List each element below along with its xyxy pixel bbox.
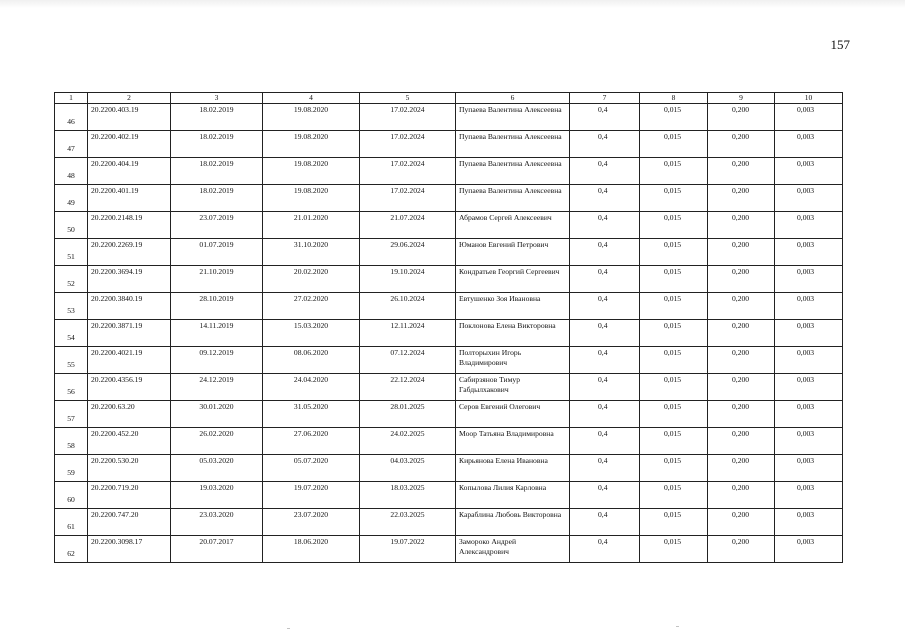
date-cell: 23.07.2019 — [171, 212, 263, 239]
row-number-cell: 54 — [55, 320, 88, 347]
value-cell: 0,015 — [640, 185, 708, 212]
value-cell: 0,015 — [640, 374, 708, 401]
date-cell: 18.02.2019 — [171, 185, 263, 212]
value-cell: 0,015 — [640, 158, 708, 185]
date-cell: 21.10.2019 — [171, 266, 263, 293]
value-cell: 0,003 — [775, 455, 843, 482]
date-cell: 12.11.2024 — [360, 320, 456, 347]
value-cell: 0,4 — [570, 347, 640, 374]
date-cell: 17.02.2024 — [360, 104, 456, 131]
date-cell: 20.02.2020 — [263, 266, 360, 293]
row-number-cell: 61 — [55, 509, 88, 536]
date-cell: 27.06.2020 — [263, 428, 360, 455]
column-header: 4 — [263, 93, 360, 104]
value-cell: 0,4 — [570, 104, 640, 131]
scan-speck — [676, 626, 679, 627]
value-cell: 0,4 — [570, 212, 640, 239]
value-cell: 0,015 — [640, 509, 708, 536]
value-cell: 0,4 — [570, 428, 640, 455]
date-cell: 24.04.2020 — [263, 374, 360, 401]
scan-speck — [287, 628, 290, 629]
registration-number-cell: 20.2200.3840.19 — [88, 293, 171, 320]
date-cell: 04.03.2025 — [360, 455, 456, 482]
value-cell: 0,200 — [708, 536, 775, 563]
date-cell: 09.12.2019 — [171, 347, 263, 374]
column-header: 8 — [640, 93, 708, 104]
table-row — [55, 158, 843, 185]
owner-name-cell: Поклонова Елена Викторовна — [456, 320, 570, 347]
column-header: 6 — [456, 93, 570, 104]
row-number-cell: 48 — [55, 158, 88, 185]
value-cell: 0,4 — [570, 401, 640, 428]
date-cell: 26.10.2024 — [360, 293, 456, 320]
value-cell: 0,200 — [708, 401, 775, 428]
table-row — [55, 266, 843, 293]
value-cell: 0,003 — [775, 374, 843, 401]
date-cell: 17.02.2024 — [360, 158, 456, 185]
owner-name-cell: Караблина Любовь Викторовна — [456, 509, 570, 536]
owner-name-cell: Серов Евгений Олегович — [456, 401, 570, 428]
value-cell: 0,4 — [570, 293, 640, 320]
owner-name-cell: Пупаева Валентина Алексеевна — [456, 185, 570, 212]
table-row — [55, 293, 843, 320]
date-cell: 05.07.2020 — [263, 455, 360, 482]
value-cell: 0,200 — [708, 266, 775, 293]
date-cell: 24.02.2025 — [360, 428, 456, 455]
value-cell: 0,003 — [775, 509, 843, 536]
value-cell: 0,015 — [640, 266, 708, 293]
column-header: 5 — [360, 93, 456, 104]
value-cell: 0,4 — [570, 455, 640, 482]
owner-name-cell: Замороко Андрей Александрович — [456, 536, 570, 563]
row-number-cell: 50 — [55, 212, 88, 239]
column-header: 2 — [88, 93, 171, 104]
date-cell: 17.02.2024 — [360, 185, 456, 212]
value-cell: 0,015 — [640, 455, 708, 482]
date-cell: 19.08.2020 — [263, 158, 360, 185]
registration-number-cell: 20.2200.403.19 — [88, 104, 171, 131]
column-header: 1 — [55, 93, 88, 104]
value-cell: 0,015 — [640, 536, 708, 563]
table-row — [55, 347, 843, 374]
date-cell: 31.05.2020 — [263, 401, 360, 428]
registration-number-cell: 20.2200.3098.17 — [88, 536, 171, 563]
value-cell: 0,4 — [570, 536, 640, 563]
value-cell: 0,003 — [775, 266, 843, 293]
value-cell: 0,200 — [708, 185, 775, 212]
registration-number-cell: 20.2200.401.19 — [88, 185, 171, 212]
row-number-cell: 47 — [55, 131, 88, 158]
registration-number-cell: 20.2200.404.19 — [88, 158, 171, 185]
value-cell: 0,003 — [775, 104, 843, 131]
value-cell: 0,015 — [640, 401, 708, 428]
date-cell: 18.02.2019 — [171, 104, 263, 131]
value-cell: 0,200 — [708, 131, 775, 158]
table-row — [55, 104, 843, 131]
date-cell: 19.08.2020 — [263, 185, 360, 212]
table-row — [55, 428, 843, 455]
owner-name-cell: Копылова Лилия Карловна — [456, 482, 570, 509]
row-number-cell: 52 — [55, 266, 88, 293]
column-header: 3 — [171, 93, 263, 104]
row-number-cell: 56 — [55, 374, 88, 401]
date-cell: 17.02.2024 — [360, 131, 456, 158]
date-cell: 28.10.2019 — [171, 293, 263, 320]
value-cell: 0,003 — [775, 428, 843, 455]
value-cell: 0,015 — [640, 239, 708, 266]
registration-number-cell: 20.2200.3871.19 — [88, 320, 171, 347]
row-number-cell: 55 — [55, 347, 88, 374]
date-cell: 07.12.2024 — [360, 347, 456, 374]
table-row — [55, 536, 843, 563]
registration-number-cell: 20.2200.402.19 — [88, 131, 171, 158]
date-cell: 31.10.2020 — [263, 239, 360, 266]
value-cell: 0,015 — [640, 347, 708, 374]
value-cell: 0,200 — [708, 374, 775, 401]
owner-name-cell: Сабирзянов Тимур Габдылхакович — [456, 374, 570, 401]
value-cell: 0,015 — [640, 482, 708, 509]
owner-name-cell: Юманов Евгений Петрович — [456, 239, 570, 266]
date-cell: 30.01.2020 — [171, 401, 263, 428]
registration-number-cell: 20.2200.719.20 — [88, 482, 171, 509]
value-cell: 0,015 — [640, 212, 708, 239]
value-cell: 0,200 — [708, 320, 775, 347]
row-number-cell: 57 — [55, 401, 88, 428]
value-cell: 0,200 — [708, 239, 775, 266]
registration-number-cell: 20.2200.747.20 — [88, 509, 171, 536]
date-cell: 23.03.2020 — [171, 509, 263, 536]
owner-name-cell: Кирьянова Елена Ивановна — [456, 455, 570, 482]
date-cell: 18.06.2020 — [263, 536, 360, 563]
value-cell: 0,4 — [570, 239, 640, 266]
row-number-cell: 49 — [55, 185, 88, 212]
column-header: 9 — [708, 93, 775, 104]
column-header: 10 — [775, 93, 843, 104]
value-cell: 0,200 — [708, 509, 775, 536]
date-cell: 08.06.2020 — [263, 347, 360, 374]
value-cell: 0,200 — [708, 212, 775, 239]
date-cell: 19.03.2020 — [171, 482, 263, 509]
owner-name-cell: Абрамов Сергей Алексеевич — [456, 212, 570, 239]
row-number-cell: 53 — [55, 293, 88, 320]
value-cell: 0,200 — [708, 428, 775, 455]
registration-number-cell: 20.2200.2148.19 — [88, 212, 171, 239]
table-body — [55, 104, 843, 563]
row-number-cell: 46 — [55, 104, 88, 131]
table-row — [55, 509, 843, 536]
date-cell: 19.07.2020 — [263, 482, 360, 509]
date-cell: 18.03.2025 — [360, 482, 456, 509]
date-cell: 15.03.2020 — [263, 320, 360, 347]
value-cell: 0,003 — [775, 347, 843, 374]
table-row — [55, 185, 843, 212]
page-number: 157 — [830, 37, 850, 52]
value-cell: 0,200 — [708, 293, 775, 320]
value-cell: 0,200 — [708, 347, 775, 374]
owner-name-cell: Евтушенко Зоя Ивановна — [456, 293, 570, 320]
value-cell: 0,003 — [775, 320, 843, 347]
owner-name-cell: Полторыхин Игорь Владимирович — [456, 347, 570, 374]
row-number-cell: 62 — [55, 536, 88, 563]
value-cell: 0,003 — [775, 482, 843, 509]
table-row — [55, 482, 843, 509]
value-cell: 0,003 — [775, 185, 843, 212]
registration-number-cell: 20.2200.3694.19 — [88, 266, 171, 293]
row-number-cell: 51 — [55, 239, 88, 266]
date-cell: 27.02.2020 — [263, 293, 360, 320]
row-number-cell: 60 — [55, 482, 88, 509]
date-cell: 22.03.2025 — [360, 509, 456, 536]
date-cell: 14.11.2019 — [171, 320, 263, 347]
registration-number-cell: 20.2200.452.20 — [88, 428, 171, 455]
owner-name-cell: Кондратьев Георгий Сергеевич — [456, 266, 570, 293]
value-cell: 0,4 — [570, 374, 640, 401]
registration-number-cell: 20.2200.4021.19 — [88, 347, 171, 374]
header-row — [55, 93, 843, 104]
table-row — [55, 131, 843, 158]
date-cell: 22.12.2024 — [360, 374, 456, 401]
value-cell: 0,4 — [570, 158, 640, 185]
date-cell: 19.10.2024 — [360, 266, 456, 293]
date-cell: 29.06.2024 — [360, 239, 456, 266]
value-cell: 0,015 — [640, 104, 708, 131]
date-cell: 24.12.2019 — [171, 374, 263, 401]
value-cell: 0,4 — [570, 185, 640, 212]
table-row — [55, 455, 843, 482]
owner-name-cell: Пупаева Валентина Алексеевна — [456, 104, 570, 131]
value-cell: 0,015 — [640, 320, 708, 347]
value-cell: 0,003 — [775, 212, 843, 239]
value-cell: 0,4 — [570, 482, 640, 509]
table-row — [55, 374, 843, 401]
value-cell: 0,015 — [640, 293, 708, 320]
value-cell: 0,200 — [708, 455, 775, 482]
table-row — [55, 239, 843, 266]
registration-number-cell: 20.2200.63.20 — [88, 401, 171, 428]
value-cell: 0,003 — [775, 401, 843, 428]
value-cell: 0,200 — [708, 158, 775, 185]
table-row — [55, 320, 843, 347]
date-cell: 19.07.2022 — [360, 536, 456, 563]
value-cell: 0,003 — [775, 239, 843, 266]
owner-name-cell: Пупаева Валентина Алексеевна — [456, 131, 570, 158]
registration-number-cell: 20.2200.4356.19 — [88, 374, 171, 401]
date-cell: 21.01.2020 — [263, 212, 360, 239]
row-number-cell: 58 — [55, 428, 88, 455]
registration-number-cell: 20.2200.2269.19 — [88, 239, 171, 266]
registration-number-cell: 20.2200.530.20 — [88, 455, 171, 482]
column-header: 7 — [570, 93, 640, 104]
value-cell: 0,4 — [570, 509, 640, 536]
date-cell: 20.07.2017 — [171, 536, 263, 563]
value-cell: 0,4 — [570, 266, 640, 293]
date-cell: 26.02.2020 — [171, 428, 263, 455]
date-cell: 05.03.2020 — [171, 455, 263, 482]
owner-name-cell: Пупаева Валентина Алексеевна — [456, 158, 570, 185]
date-cell: 01.07.2019 — [171, 239, 263, 266]
value-cell: 0,003 — [775, 131, 843, 158]
owner-name-cell: Моор Татьяна Владимировна — [456, 428, 570, 455]
value-cell: 0,200 — [708, 482, 775, 509]
value-cell: 0,015 — [640, 131, 708, 158]
value-cell: 0,003 — [775, 293, 843, 320]
value-cell: 0,200 — [708, 104, 775, 131]
value-cell: 0,4 — [570, 131, 640, 158]
date-cell: 19.08.2020 — [263, 131, 360, 158]
date-cell: 18.02.2019 — [171, 131, 263, 158]
date-cell: 28.01.2025 — [360, 401, 456, 428]
value-cell: 0,003 — [775, 158, 843, 185]
date-cell: 19.08.2020 — [263, 104, 360, 131]
row-number-cell: 59 — [55, 455, 88, 482]
table-row — [55, 401, 843, 428]
date-cell: 23.07.2020 — [263, 509, 360, 536]
date-cell: 18.02.2019 — [171, 158, 263, 185]
scan-edge-shadow — [0, 0, 905, 8]
value-cell: 0,003 — [775, 536, 843, 563]
table-row — [55, 212, 843, 239]
date-cell: 21.07.2024 — [360, 212, 456, 239]
value-cell: 0,015 — [640, 428, 708, 455]
value-cell: 0,4 — [570, 320, 640, 347]
register-table — [54, 92, 843, 563]
